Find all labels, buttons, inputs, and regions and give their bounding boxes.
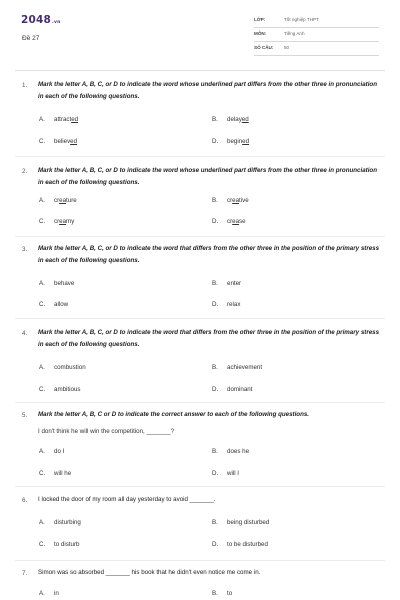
question-instruction: Mark the letter A, B, C, or D to indicate the word whose underlined part differs from the other three in pronunciation in each of the following questions. — [38, 167, 377, 186]
option-a[interactable]: A. combustion — [39, 364, 86, 371]
option-a[interactable]: A. attracted — [39, 116, 79, 123]
meta-value: 50 — [284, 45, 290, 50]
option-b[interactable]: B. achievement — [212, 364, 263, 371]
meta-value: Tốt nghiệp THPT — [284, 17, 319, 22]
question-divider — [15, 402, 385, 403]
option-a[interactable]: A. behave — [39, 280, 75, 287]
option-c[interactable]: C. ambitious — [39, 386, 81, 393]
page-header — [0, 0, 400, 70]
option-d[interactable]: D. relax — [212, 301, 241, 308]
option-b[interactable]: B. creative — [212, 197, 249, 204]
option-c[interactable]: C. to disturb — [39, 541, 80, 548]
option-c[interactable]: C. creamy — [39, 218, 75, 225]
option-b[interactable]: B. delayed — [212, 116, 249, 123]
question-number: 6. — [22, 497, 28, 504]
question-number: 3. — [22, 246, 28, 253]
question-divider — [15, 156, 385, 157]
option-d[interactable]: D. begined — [212, 138, 250, 145]
question-number: 7. — [22, 570, 28, 577]
meta-key: SỐ CÂU: — [254, 45, 274, 50]
question-number: 1. — [22, 82, 28, 89]
option-d[interactable]: D. to be disturbed — [212, 541, 268, 548]
option-a[interactable]: A. disturbing — [39, 519, 81, 526]
option-c[interactable]: C. believed — [39, 138, 78, 145]
option-d[interactable]: D. crease — [212, 218, 246, 225]
question-instruction: Mark the letter A, B, C, or D to indicate the word that differs from the other three in the position of the primary stress in each of the following questions. — [38, 329, 380, 348]
question-instruction: Mark the letter A, B, C or D to indicate the correct answer to each of the following questions. — [38, 411, 310, 418]
site-logo[interactable] — [21, 14, 60, 26]
question-number: 2. — [22, 168, 28, 175]
meta-row-subject — [254, 28, 379, 42]
meta-key: LỚP: — [254, 17, 266, 22]
question-divider — [15, 236, 385, 237]
option-a[interactable]: A. creature — [39, 197, 77, 204]
meta-key: MÔN: — [254, 31, 267, 36]
option-a[interactable]: A. in — [39, 590, 59, 597]
question-instruction: Mark the letter A, B, C, or D to indicate the word whose underlined part differs from the other three in pronunciation in each of the following questions. — [38, 81, 377, 100]
question-prompt: I don't think he will win the competition, _______? — [38, 428, 175, 435]
option-b[interactable]: B. being disturbed — [212, 519, 270, 526]
question-text: I locked the door of my room all day yesterday to avoid _______. — [38, 496, 216, 503]
option-d[interactable]: D. dominant — [212, 386, 253, 393]
header-divider — [15, 70, 385, 71]
meta-row-count — [254, 42, 379, 56]
option-c[interactable]: C. will he — [39, 470, 72, 477]
meta-value: Tiếng Anh — [284, 31, 305, 36]
option-c[interactable]: C. allow — [39, 301, 69, 308]
option-a[interactable]: A. do I — [39, 448, 65, 455]
exam-code: Đề 27 — [22, 35, 40, 42]
question-divider — [15, 486, 385, 487]
option-b[interactable]: B. to — [212, 590, 233, 597]
question-number: 4. — [22, 330, 28, 337]
question-divider — [15, 560, 385, 561]
option-b[interactable]: B. enter — [212, 280, 242, 287]
question-divider — [15, 318, 385, 319]
option-b[interactable]: B. does he — [212, 448, 250, 455]
option-d[interactable]: D. will I — [212, 470, 240, 477]
logo-suffix: .vn — [52, 20, 61, 25]
question-number: 5. — [22, 412, 28, 419]
logo-text: 2048 — [21, 14, 52, 26]
meta-row-class — [254, 14, 379, 28]
question-instruction: Mark the letter A, B, C, or D to indicate the word that differs from the other three in the position of the primary stress in each of the following questions. — [38, 245, 380, 264]
question-text: Simon was so absorbed _______ his book that he didn't even notice me come in. — [38, 569, 261, 576]
